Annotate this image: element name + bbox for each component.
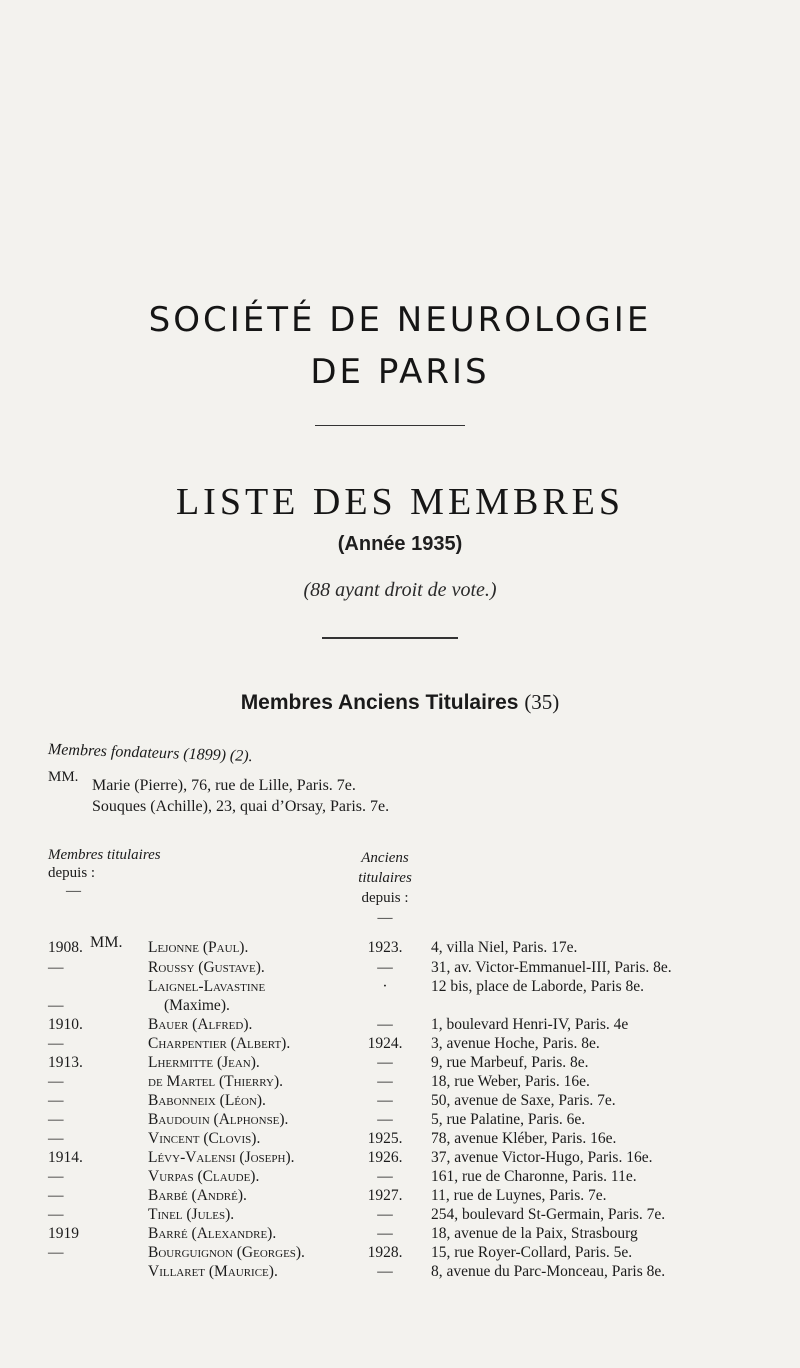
row-anciens-year: — [377,1168,393,1185]
row-name: Tinel (Jules). [148,1206,235,1223]
row-address: 37, avenue Victor-Hugo, Paris. 16e. [431,1149,653,1166]
row-name: Charpentier (Albert). [148,1035,291,1052]
row-name: Vincent (Clovis). [148,1130,261,1147]
table-row [0,1244,800,1263]
row-address: 4, villa Niel, Paris. 17e. [431,939,578,956]
table-row [0,1225,800,1244]
row-year: — [48,1168,64,1185]
table-row [0,939,800,958]
row-address: 254, boulevard St-Germain, Paris. 7e. [431,1206,666,1223]
founders-label: Membres fondateurs (1899) (2). [47,741,253,766]
list-title: LISTE DES MEMBRES [175,481,625,523]
row-anciens-year: 1924. [367,1035,403,1052]
table-row [0,1092,800,1111]
row-name: Vurpas (Claude). [148,1168,260,1185]
year-subtitle: (Année 1935) [337,533,463,555]
row-address: 18, avenue de la Paix, Strasbourg [431,1225,638,1242]
row-anciens-year: 1923. [367,939,403,956]
table-row [0,1016,800,1035]
row-anciens-year: · [382,978,388,995]
row-year: — [48,959,64,976]
col-header-anciens-line3: depuis : [361,890,409,906]
row-name: de Martel (Thierry). [148,1073,283,1090]
row-year: 1919 [48,1225,79,1242]
section-count: (35) [524,690,560,714]
col-header-titulaires-dash: — [66,883,81,899]
table-mm-prefix: MM. [90,934,123,951]
table-row [0,1054,800,1073]
col-header-titulaires-line1: Membres titulaires [48,847,161,863]
table-row [0,1187,800,1206]
row-anciens-year: 1928. [367,1244,403,1261]
row-year: — [48,1111,64,1128]
row-anciens-year: — [377,1073,393,1090]
row-address: 161, rue de Charonne, Paris. 11e. [431,1168,637,1185]
row-anciens-year: 1927. [367,1187,403,1204]
row-address: 31, av. Victor-Emmanuel-III, Paris. 8e. [431,959,672,976]
founders-mm-prefix: MM. [48,769,79,785]
row-anciens-year: — [377,1225,393,1242]
row-anciens-year: — [377,1054,393,1071]
row-name: Laignel-Lavastine [148,978,266,995]
row-address: 9, rue Marbeuf, Paris. 8e. [431,1054,589,1071]
row-name: Bourguignon (Georges). [148,1244,305,1261]
row-anciens-year: — [377,959,393,976]
row-name: Lhermitte (Jean). [148,1054,260,1071]
row-anciens-year: 1925. [367,1130,403,1147]
row-address: 50, avenue de Saxe, Paris. 7e. [431,1092,616,1109]
row-year: — [48,1130,64,1147]
row-year: 1914. [48,1149,83,1166]
row-year: — [48,1206,64,1223]
row-name: Villaret (Maurice). [148,1263,278,1280]
row-anciens-year: — [377,1092,393,1109]
row-name: (Maxime). [164,997,230,1014]
row-address: 1, boulevard Henri-IV, Paris. 4e [431,1016,629,1033]
table-row [0,1168,800,1187]
col-header-anciens-dash: — [377,910,393,926]
row-name: Barré (Alexandre). [148,1225,277,1242]
divider-rule-top [315,425,465,426]
row-year: 1910. [48,1016,83,1033]
row-name: Lejonne (Paul). [148,939,249,956]
row-name: Babonneix (Léon). [148,1092,266,1109]
col-header-titulaires [48,846,161,900]
table-row [0,978,800,997]
divider-rule-bottom [322,637,458,639]
row-year: — [48,1035,64,1052]
section-title: Membres Anciens Titulaires [240,691,519,714]
row-address: 5, rue Palatine, Paris. 6e. [431,1111,586,1128]
row-name: Lévy-Valensi (Joseph). [148,1149,295,1166]
table-row [0,1263,800,1282]
row-address: 8, avenue du Parc-Monceau, Paris 8e. [431,1263,666,1280]
col-header-anciens-line2: titulaires [358,870,412,886]
table-row [0,1111,800,1130]
row-name: Roussy (Gustave). [148,959,265,976]
row-anciens-year: — [377,1111,393,1128]
row-year: — [48,1187,64,1204]
table-row [0,1149,800,1168]
col-header-anciens [332,848,438,928]
table-row [0,1073,800,1092]
table-row [0,1206,800,1225]
row-anciens-year: — [377,1016,393,1033]
col-header-anciens-line1: Anciens [361,850,409,866]
row-year: — [48,997,64,1014]
row-address: 3, avenue Hoche, Paris. 8e. [431,1035,600,1052]
table-row [0,959,800,978]
row-year: 1908. [48,939,83,956]
row-year: — [48,1092,64,1109]
col-header-titulaires-line2: depuis : [48,865,96,881]
row-anciens-year: 1926. [367,1149,403,1166]
row-year: 1913. [48,1054,83,1071]
table-row [0,1130,800,1149]
row-address: 78, avenue Kléber, Paris. 16e. [431,1130,617,1147]
row-anciens-year: — [377,1263,393,1280]
table-row [0,997,800,1016]
row-address: 12 bis, place de Laborde, Paris 8e. [431,978,645,995]
row-address: 11, rue de Luynes, Paris. 7e. [431,1187,607,1204]
section-heading [0,690,800,715]
row-address: 15, rue Royer-Collard, Paris. 5e. [431,1244,633,1261]
row-year: — [48,1244,64,1261]
row-address: 18, rue Weber, Paris. 16e. [431,1073,590,1090]
row-anciens-year: — [377,1206,393,1223]
society-title-line1: SOCIÉTÉ DE NEUROLOGIE [148,300,652,340]
row-name: Barbé (André). [148,1187,247,1204]
row-name: Baudouin (Alphonse). [148,1111,289,1128]
vote-note: (88 ayant droit de vote.) [303,579,497,601]
table-row [0,1035,800,1054]
row-name: Bauer (Alfred). [148,1016,253,1033]
founder-entry-2: Souques (Achille), 23, quai d’Orsay, Paris. 7e. [92,798,390,815]
society-title-line2: DE PARIS [310,352,490,392]
row-year: — [48,1073,64,1090]
founder-entry-1: Marie (Pierre), 76, rue de Lille, Paris. 7e. [92,777,356,794]
